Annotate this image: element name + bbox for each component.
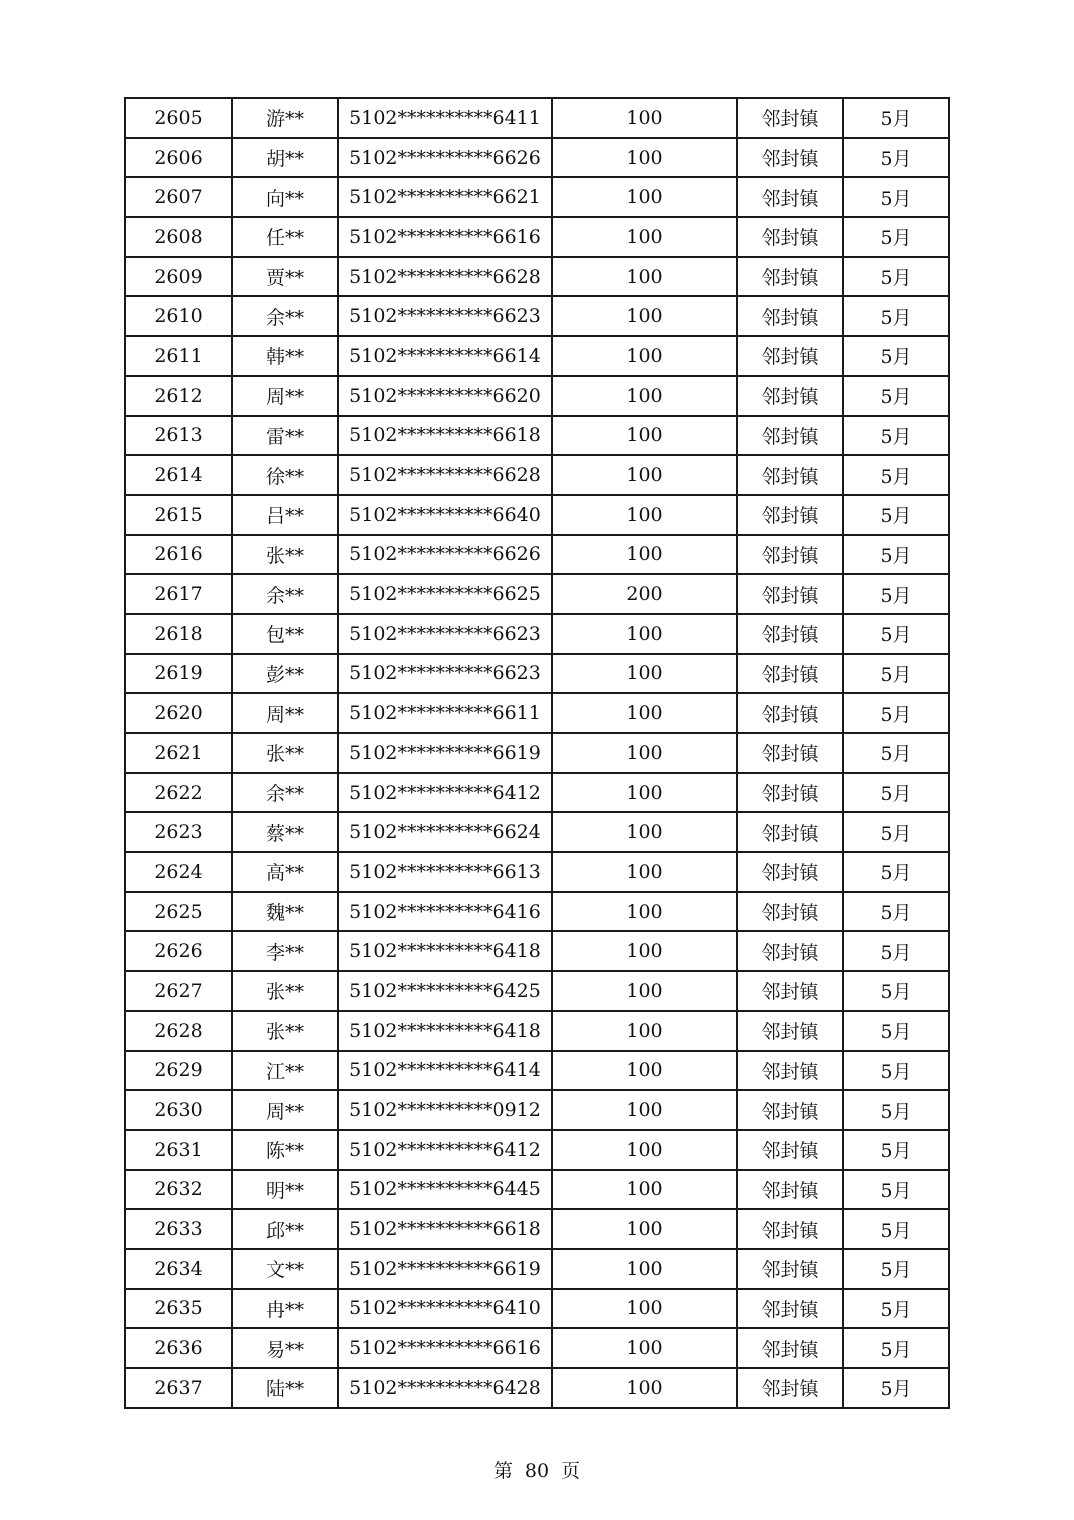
month-cell: 5月	[843, 892, 949, 932]
table-row	[125, 1051, 949, 1091]
id-number-cell: 5102**********6619	[338, 1249, 552, 1289]
serial-number-cell: 2612	[125, 376, 232, 416]
town-cell: 邻封镇	[737, 971, 843, 1011]
month-cell: 5月	[843, 495, 949, 535]
table-row	[125, 98, 949, 138]
table-row	[125, 1289, 949, 1329]
amount-cell: 100	[552, 177, 737, 217]
serial-number-cell: 2621	[125, 733, 232, 773]
month-cell: 5月	[843, 257, 949, 297]
town-cell: 邻封镇	[737, 654, 843, 694]
town-cell: 邻封镇	[737, 138, 843, 178]
month-cell: 5月	[843, 693, 949, 733]
serial-number-cell: 2626	[125, 931, 232, 971]
town-cell: 邻封镇	[737, 733, 843, 773]
name-cell: 冉**	[232, 1289, 338, 1329]
table-row	[125, 971, 949, 1011]
id-number-cell: 5102**********6619	[338, 733, 552, 773]
town-cell: 邻封镇	[737, 1051, 843, 1091]
name-cell: 文**	[232, 1249, 338, 1289]
month-cell: 5月	[843, 217, 949, 257]
town-cell: 邻封镇	[737, 1090, 843, 1130]
name-cell: 余**	[232, 574, 338, 614]
serial-number-cell: 2609	[125, 257, 232, 297]
table-row	[125, 296, 949, 336]
month-cell: 5月	[843, 1170, 949, 1210]
town-cell: 邻封镇	[737, 574, 843, 614]
amount-cell: 100	[552, 535, 737, 575]
serial-number-cell: 2634	[125, 1249, 232, 1289]
month-cell: 5月	[843, 177, 949, 217]
footer-prefix: 第	[493, 1460, 513, 1482]
month-cell: 5月	[843, 1130, 949, 1170]
id-number-cell: 5102**********6418	[338, 1011, 552, 1051]
amount-cell: 100	[552, 733, 737, 773]
month-cell: 5月	[843, 1249, 949, 1289]
month-cell: 5月	[843, 296, 949, 336]
serial-number-cell: 2632	[125, 1170, 232, 1210]
table-row	[125, 1090, 949, 1130]
serial-number-cell: 2624	[125, 852, 232, 892]
town-cell: 邻封镇	[737, 773, 843, 813]
table-row	[125, 1209, 949, 1249]
serial-number-cell: 2622	[125, 773, 232, 813]
name-cell: 陆**	[232, 1368, 338, 1408]
table-row	[125, 773, 949, 813]
amount-cell: 100	[552, 1051, 737, 1091]
serial-number-cell: 2628	[125, 1011, 232, 1051]
table-row	[125, 535, 949, 575]
table-row	[125, 217, 949, 257]
amount-cell: 100	[552, 931, 737, 971]
table-row	[125, 614, 949, 654]
amount-cell: 100	[552, 1209, 737, 1249]
amount-cell: 100	[552, 1170, 737, 1210]
id-number-cell: 5102**********6620	[338, 376, 552, 416]
name-cell: 雷**	[232, 416, 338, 456]
id-number-cell: 5102**********6425	[338, 971, 552, 1011]
serial-number-cell: 2611	[125, 336, 232, 376]
month-cell: 5月	[843, 971, 949, 1011]
month-cell: 5月	[843, 773, 949, 813]
serial-number-cell: 2613	[125, 416, 232, 456]
name-cell: 李**	[232, 931, 338, 971]
id-number-cell: 5102**********6412	[338, 773, 552, 813]
id-number-cell: 5102**********6414	[338, 1051, 552, 1091]
amount-cell: 100	[552, 852, 737, 892]
amount-cell: 200	[552, 574, 737, 614]
id-number-cell: 5102**********6618	[338, 416, 552, 456]
name-cell: 江**	[232, 1051, 338, 1091]
serial-number-cell: 2627	[125, 971, 232, 1011]
town-cell: 邻封镇	[737, 535, 843, 575]
serial-number-cell: 2619	[125, 654, 232, 694]
name-cell: 张**	[232, 971, 338, 1011]
month-cell: 5月	[843, 138, 949, 178]
table-row	[125, 892, 949, 932]
town-cell: 邻封镇	[737, 217, 843, 257]
town-cell: 邻封镇	[737, 1209, 843, 1249]
id-number-cell: 5102**********6616	[338, 1328, 552, 1368]
amount-cell: 100	[552, 416, 737, 456]
name-cell: 周**	[232, 1090, 338, 1130]
roster-body	[125, 98, 949, 1408]
serial-number-cell: 2606	[125, 138, 232, 178]
id-number-cell: 5102**********6628	[338, 455, 552, 495]
name-cell: 贾**	[232, 257, 338, 297]
amount-cell: 100	[552, 495, 737, 535]
month-cell: 5月	[843, 1368, 949, 1408]
id-number-cell: 5102**********6624	[338, 812, 552, 852]
table-row	[125, 455, 949, 495]
name-cell: 蔡**	[232, 812, 338, 852]
amount-cell: 100	[552, 614, 737, 654]
month-cell: 5月	[843, 1090, 949, 1130]
amount-cell: 100	[552, 1289, 737, 1329]
amount-cell: 100	[552, 971, 737, 1011]
name-cell: 张**	[232, 1011, 338, 1051]
serial-number-cell: 2637	[125, 1368, 232, 1408]
town-cell: 邻封镇	[737, 931, 843, 971]
table-row	[125, 1130, 949, 1170]
serial-number-cell: 2607	[125, 177, 232, 217]
serial-number-cell: 2636	[125, 1328, 232, 1368]
town-cell: 邻封镇	[737, 1130, 843, 1170]
name-cell: 明**	[232, 1170, 338, 1210]
id-number-cell: 5102**********6621	[338, 177, 552, 217]
footer-page-number: 80	[524, 1460, 550, 1482]
month-cell: 5月	[843, 1051, 949, 1091]
id-number-cell: 5102**********6623	[338, 614, 552, 654]
id-number-cell: 5102**********6623	[338, 296, 552, 336]
town-cell: 邻封镇	[737, 1011, 843, 1051]
amount-cell: 100	[552, 773, 737, 813]
table-row	[125, 1328, 949, 1368]
name-cell: 游**	[232, 98, 338, 138]
table-row	[125, 931, 949, 971]
table-row	[125, 138, 949, 178]
town-cell: 邻封镇	[737, 416, 843, 456]
serial-number-cell: 2616	[125, 535, 232, 575]
id-number-cell: 5102**********6626	[338, 138, 552, 178]
town-cell: 邻封镇	[737, 812, 843, 852]
id-number-cell: 5102**********6412	[338, 1130, 552, 1170]
month-cell: 5月	[843, 336, 949, 376]
amount-cell: 100	[552, 812, 737, 852]
serial-number-cell: 2633	[125, 1209, 232, 1249]
table-row	[125, 1249, 949, 1289]
name-cell: 韩**	[232, 336, 338, 376]
amount-cell: 100	[552, 1328, 737, 1368]
amount-cell: 100	[552, 296, 737, 336]
month-cell: 5月	[843, 1011, 949, 1051]
serial-number-cell: 2631	[125, 1130, 232, 1170]
table-row	[125, 812, 949, 852]
name-cell: 周**	[232, 376, 338, 416]
town-cell: 邻封镇	[737, 852, 843, 892]
subsidy-roster-table	[124, 97, 950, 1409]
id-number-cell: 5102**********6445	[338, 1170, 552, 1210]
month-cell: 5月	[843, 1289, 949, 1329]
month-cell: 5月	[843, 535, 949, 575]
table-row	[125, 693, 949, 733]
id-number-cell: 5102**********6626	[338, 535, 552, 575]
amount-cell: 100	[552, 376, 737, 416]
id-number-cell: 5102**********6614	[338, 336, 552, 376]
name-cell: 徐**	[232, 455, 338, 495]
serial-number-cell: 2620	[125, 693, 232, 733]
name-cell: 陈**	[232, 1130, 338, 1170]
month-cell: 5月	[843, 812, 949, 852]
name-cell: 胡**	[232, 138, 338, 178]
serial-number-cell: 2617	[125, 574, 232, 614]
table-row	[125, 1368, 949, 1408]
serial-number-cell: 2605	[125, 98, 232, 138]
id-number-cell: 5102**********6428	[338, 1368, 552, 1408]
serial-number-cell: 2614	[125, 455, 232, 495]
amount-cell: 100	[552, 892, 737, 932]
id-number-cell: 5102**********6613	[338, 852, 552, 892]
town-cell: 邻封镇	[737, 455, 843, 495]
town-cell: 邻封镇	[737, 614, 843, 654]
town-cell: 邻封镇	[737, 257, 843, 297]
id-number-cell: 5102**********6618	[338, 1209, 552, 1249]
table-row	[125, 1170, 949, 1210]
footer-suffix: 页	[561, 1460, 581, 1482]
table-row	[125, 336, 949, 376]
table-row	[125, 654, 949, 694]
town-cell: 邻封镇	[737, 177, 843, 217]
serial-number-cell: 2615	[125, 495, 232, 535]
serial-number-cell: 2629	[125, 1051, 232, 1091]
amount-cell: 100	[552, 1130, 737, 1170]
amount-cell: 100	[552, 138, 737, 178]
month-cell: 5月	[843, 931, 949, 971]
name-cell: 高**	[232, 852, 338, 892]
name-cell: 向**	[232, 177, 338, 217]
town-cell: 邻封镇	[737, 336, 843, 376]
name-cell: 张**	[232, 535, 338, 575]
name-cell: 吕**	[232, 495, 338, 535]
name-cell: 张**	[232, 733, 338, 773]
month-cell: 5月	[843, 852, 949, 892]
name-cell: 易**	[232, 1328, 338, 1368]
amount-cell: 100	[552, 1090, 737, 1130]
amount-cell: 100	[552, 217, 737, 257]
table-row	[125, 733, 949, 773]
name-cell: 包**	[232, 614, 338, 654]
month-cell: 5月	[843, 614, 949, 654]
month-cell: 5月	[843, 733, 949, 773]
table-row	[125, 495, 949, 535]
name-cell: 余**	[232, 773, 338, 813]
id-number-cell: 5102**********6625	[338, 574, 552, 614]
amount-cell: 100	[552, 257, 737, 297]
town-cell: 邻封镇	[737, 1249, 843, 1289]
town-cell: 邻封镇	[737, 98, 843, 138]
town-cell: 邻封镇	[737, 1328, 843, 1368]
serial-number-cell: 2625	[125, 892, 232, 932]
town-cell: 邻封镇	[737, 296, 843, 336]
amount-cell: 100	[552, 336, 737, 376]
amount-cell: 100	[552, 654, 737, 694]
name-cell: 邱**	[232, 1209, 338, 1249]
amount-cell: 100	[552, 455, 737, 495]
amount-cell: 100	[552, 1368, 737, 1408]
serial-number-cell: 2610	[125, 296, 232, 336]
month-cell: 5月	[843, 416, 949, 456]
table-row	[125, 257, 949, 297]
town-cell: 邻封镇	[737, 1170, 843, 1210]
amount-cell: 100	[552, 693, 737, 733]
name-cell: 任**	[232, 217, 338, 257]
month-cell: 5月	[843, 376, 949, 416]
name-cell: 余**	[232, 296, 338, 336]
town-cell: 邻封镇	[737, 376, 843, 416]
id-number-cell: 5102**********6640	[338, 495, 552, 535]
amount-cell: 100	[552, 1249, 737, 1289]
page-footer	[0, 1456, 1074, 1483]
id-number-cell: 5102**********6418	[338, 931, 552, 971]
table-row	[125, 1011, 949, 1051]
month-cell: 5月	[843, 1328, 949, 1368]
id-number-cell: 5102**********6628	[338, 257, 552, 297]
month-cell: 5月	[843, 1209, 949, 1249]
table-row	[125, 177, 949, 217]
town-cell: 邻封镇	[737, 892, 843, 932]
name-cell: 彭**	[232, 654, 338, 694]
id-number-cell: 5102**********6411	[338, 98, 552, 138]
id-number-cell: 5102**********0912	[338, 1090, 552, 1130]
name-cell: 魏**	[232, 892, 338, 932]
town-cell: 邻封镇	[737, 495, 843, 535]
month-cell: 5月	[843, 654, 949, 694]
id-number-cell: 5102**********6410	[338, 1289, 552, 1329]
serial-number-cell: 2630	[125, 1090, 232, 1130]
table-row	[125, 574, 949, 614]
serial-number-cell: 2635	[125, 1289, 232, 1329]
id-number-cell: 5102**********6611	[338, 693, 552, 733]
id-number-cell: 5102**********6616	[338, 217, 552, 257]
town-cell: 邻封镇	[737, 693, 843, 733]
serial-number-cell: 2608	[125, 217, 232, 257]
serial-number-cell: 2618	[125, 614, 232, 654]
name-cell: 周**	[232, 693, 338, 733]
id-number-cell: 5102**********6416	[338, 892, 552, 932]
month-cell: 5月	[843, 98, 949, 138]
month-cell: 5月	[843, 455, 949, 495]
month-cell: 5月	[843, 574, 949, 614]
id-number-cell: 5102**********6623	[338, 654, 552, 694]
serial-number-cell: 2623	[125, 812, 232, 852]
town-cell: 邻封镇	[737, 1289, 843, 1329]
table-row	[125, 416, 949, 456]
amount-cell: 100	[552, 98, 737, 138]
table-row	[125, 376, 949, 416]
amount-cell: 100	[552, 1011, 737, 1051]
town-cell: 邻封镇	[737, 1368, 843, 1408]
table-row	[125, 852, 949, 892]
